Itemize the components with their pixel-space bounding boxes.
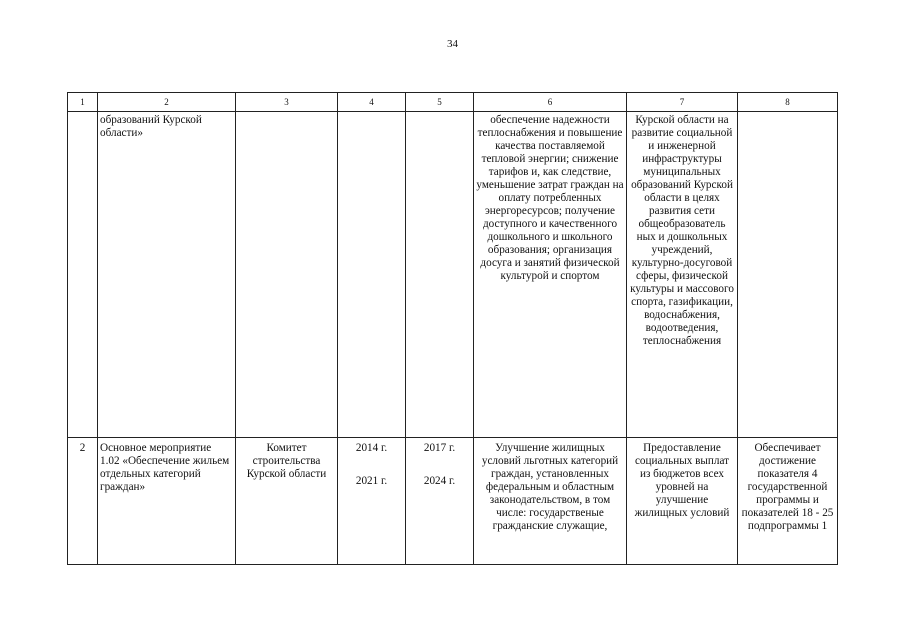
row1-expected-result: обеспечение надежности теплоснабжения и повышение качества поставляемой тепловой энергии; снижение тарифов и, как следствие, уменьшение затрат граждан на оплату потребленных энергоресурсов; получение доступного и качественного дошкольного и школьного образования; организация досуга и занятий физической культурой и спортом	[474, 112, 627, 438]
table-header-row	[68, 93, 838, 112]
header-cell-6: 6	[474, 93, 627, 112]
table-row	[68, 112, 838, 438]
header-cell-1: 1	[68, 93, 98, 112]
row2-end-year-2: 2024 г.	[423, 475, 456, 487]
page-number: 34	[447, 38, 458, 50]
table-row	[68, 438, 838, 565]
row2-measure-name: Основное мероприятие 1.02 «Обеспечение жильем отдельных категорий граждан»	[98, 438, 236, 565]
row2-start-year-1: 2014 г.	[355, 442, 388, 454]
row1-indicators	[738, 112, 838, 438]
row1-number	[68, 112, 98, 438]
row2-directions: Предоставление социальных выплат из бюджетов всех уровней на улучшение жилищных условий	[627, 438, 738, 565]
row2-expected-result: Улучшение жилищных условий льготных категорий граждан, установленных федеральным и областным законодательством, в том числе: государственые гражданские служащие,	[474, 438, 627, 565]
header-cell-7: 7	[627, 93, 738, 112]
row1-measure-name: образований Курской области»	[98, 112, 236, 438]
row2-end	[406, 438, 474, 565]
row2-end-year-1: 2017 г.	[423, 442, 456, 454]
measures-table	[67, 92, 838, 565]
row1-end	[406, 112, 474, 438]
header-cell-5: 5	[406, 93, 474, 112]
header-cell-3: 3	[236, 93, 338, 112]
row2-start-year-2: 2021 г.	[355, 475, 388, 487]
row1-directions: Курской области на развитие социальной и инженерной инфраструктуры муниципальных образований Курской области в целях развития сети общеобразователь ных и дошкольных учреждений, культурно-досуговой сферы, физической культуры и массового спорта, газификации, водоснабжения, водоотведения, теплоснабжения	[627, 112, 738, 438]
row1-executor	[236, 112, 338, 438]
row2-start	[338, 438, 406, 565]
row2-executor: Комитет строительства Курской области	[236, 438, 338, 565]
row2-number: 2	[68, 438, 98, 565]
row2-indicators: Обеспечивает достижение показателя 4 государственной программы и показателей 18 - 25 подпрограммы 1	[738, 438, 838, 565]
header-cell-8: 8	[738, 93, 838, 112]
row1-start	[338, 112, 406, 438]
header-cell-2: 2	[98, 93, 236, 112]
header-cell-4: 4	[338, 93, 406, 112]
